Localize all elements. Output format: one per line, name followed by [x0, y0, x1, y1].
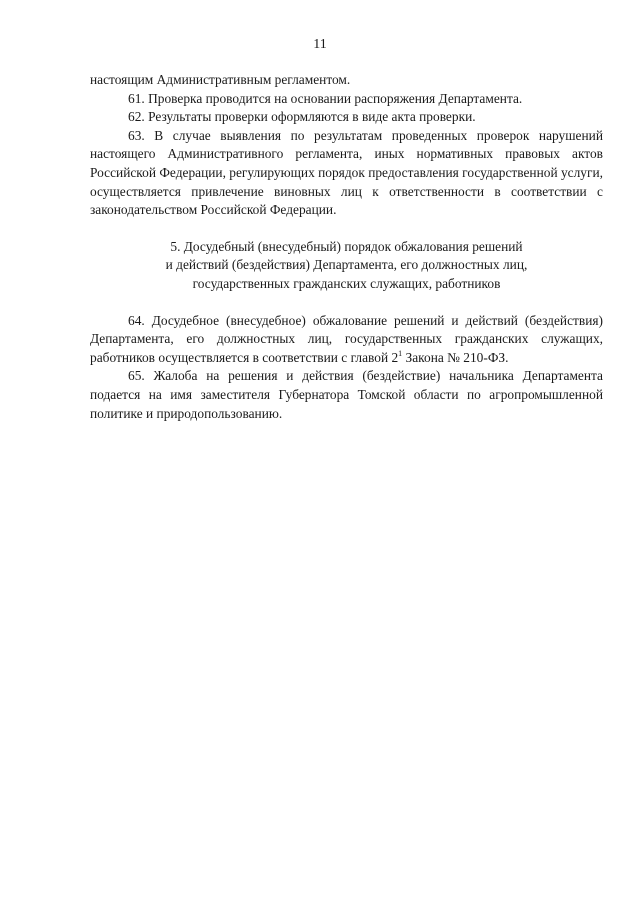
section-heading: [90, 238, 603, 294]
section-heading-line-3: государственных гражданских служащих, работников: [192, 275, 501, 291]
section-heading-line-2: и действий (бездействия) Департамента, его должностных лиц,: [165, 257, 528, 273]
paragraph-62: 62. Результаты проверки оформляются в виде акта проверки.: [128, 109, 476, 125]
section-heading-line-1: 5. Досудебный (внесудебный) порядок обжалования решений: [170, 238, 523, 254]
paragraph-61: 61. Проверка проводится на основании распоряжения Департамента.: [128, 90, 523, 106]
paragraph-63: 63. В случае выявления по результатам проведенных проверок нарушений настоящего Административного регламента, иных нормативных правовых актов Российской Федерации, регулирующих порядок предоставления государственной услуги, осуществляется привлечение виновных лиц к ответственности в соответствии с законодательством Российской Федерации.: [90, 127, 603, 218]
paragraph-65: 65. Жалоба на решения и действия (бездействие) начальника Департамента подается на имя заместителя Губернатора Томской области по агропромышленной политике и природопользованию.: [90, 368, 603, 421]
document-body: [90, 71, 603, 423]
paragraph-64-law-reference: Закона № 210-ФЗ.: [402, 349, 509, 365]
page-number: 11: [313, 37, 327, 52]
paragraph-continuation: настоящим Административным регламентом.: [90, 72, 351, 87]
paragraph-64: [90, 312, 603, 368]
paragraph-64-text: 64. Досудебное (внесудебное) обжалование решений и действий (бездействия) Департамента, его должностных лиц, государственных гражданских служащих, работников осуществляется в соответствии с главой 2: [90, 312, 603, 365]
chapter-superscript: 1: [398, 348, 403, 358]
